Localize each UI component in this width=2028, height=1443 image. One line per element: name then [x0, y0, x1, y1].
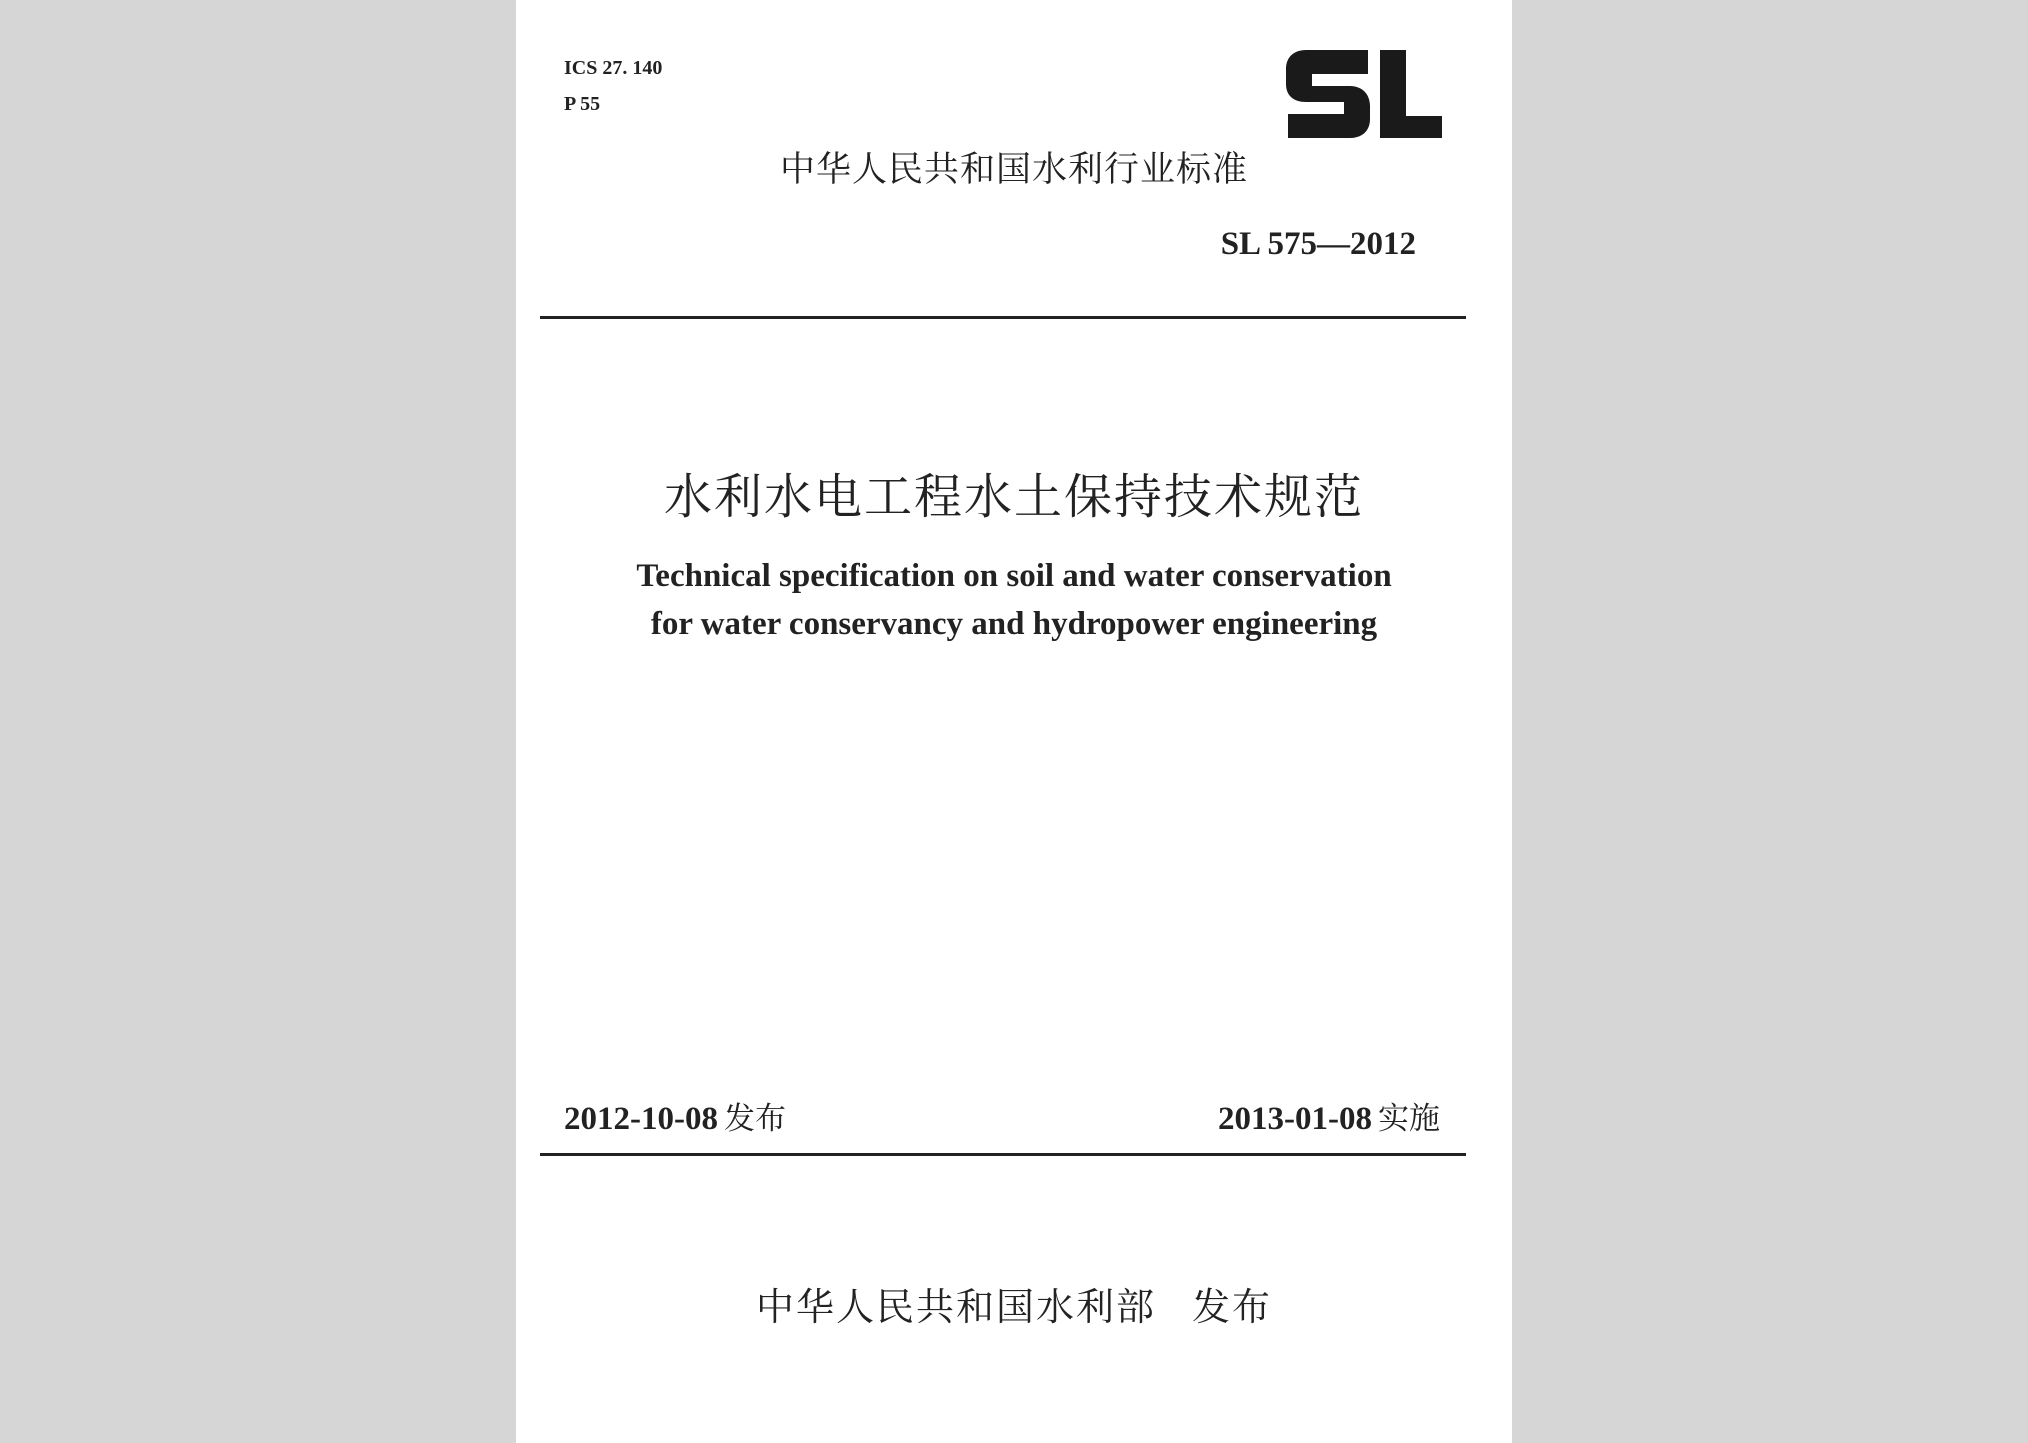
implement-date: 2013-01-08 [1218, 1101, 1372, 1137]
standard-number: SL 575—2012 [1220, 226, 1416, 262]
implement-date-block [1218, 1093, 1440, 1138]
title-chinese: 水利水电工程水土保持技术规范 [663, 469, 1364, 525]
publisher-name: 中华人民共和国水利部 [755, 1285, 1156, 1329]
bottom-divider [540, 1153, 1466, 1156]
sl-logo-letter-s [1286, 50, 1370, 138]
implement-label: 实施 [1378, 1101, 1440, 1137]
issue-date: 2012-10-08 [564, 1101, 718, 1137]
issue-label: 发布 [723, 1101, 786, 1137]
top-divider [540, 316, 1466, 319]
document-page [516, 0, 1512, 1443]
ccs-code: P 55 [564, 93, 601, 115]
publisher-line [516, 1276, 1512, 1331]
sl-logo-letter-l [1380, 50, 1442, 138]
ics-code: ICS 27. 140 [564, 57, 663, 79]
sl-logo [1284, 44, 1444, 144]
title-english-line-1: Technical specification on soil and water conservation [636, 558, 1392, 594]
industry-standard-heading: 中华人民共和国水利行业标准 [779, 150, 1248, 190]
classification-codes [564, 50, 662, 122]
title-english [516, 552, 1512, 648]
title-english-line-2: for water conservancy and hydropower engineering [650, 606, 1378, 642]
issue-date-block [564, 1093, 786, 1138]
publisher-action: 发布 [1192, 1285, 1273, 1329]
